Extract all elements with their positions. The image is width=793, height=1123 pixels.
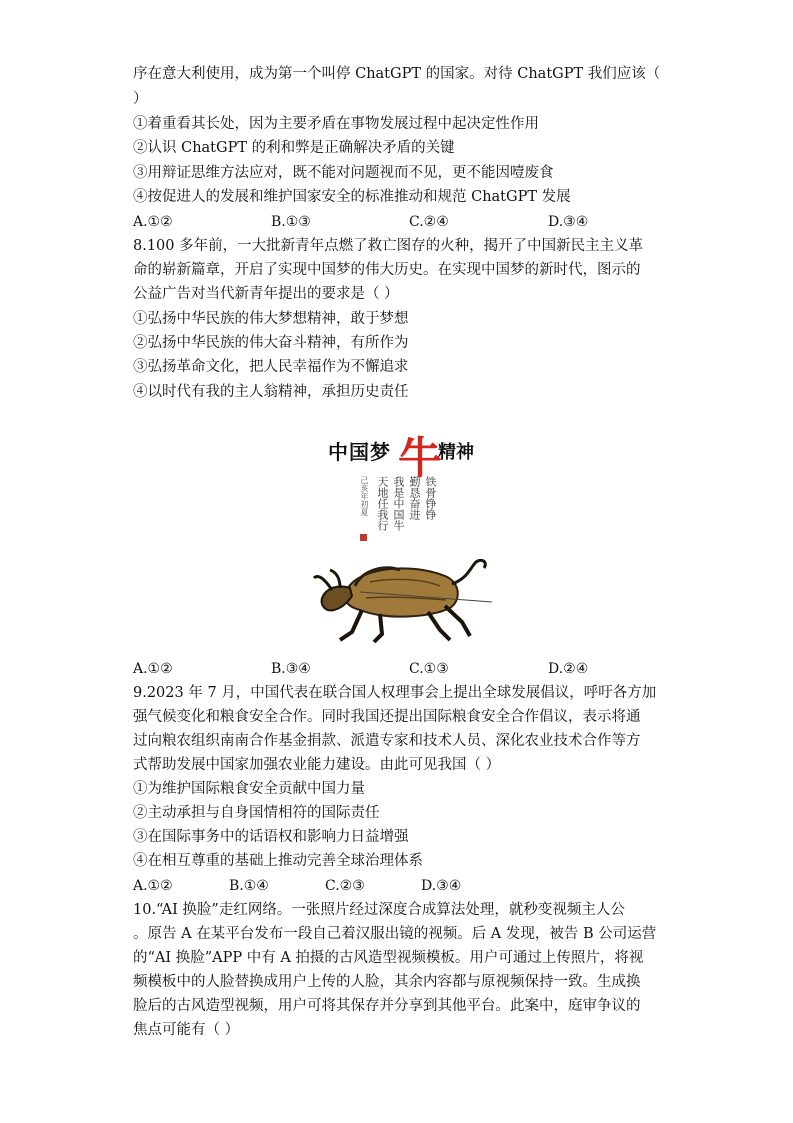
option-c: C.②③ — [325, 878, 365, 894]
calligraphy-inscription: 己亥年初夏 — [360, 476, 369, 516]
q10-stem-line: 脸后的古风造型视频，用户可将其保存并分享到其他平台。此案中，庭审争议的 — [133, 998, 641, 1014]
calligraphy-column: 勤恳奋进 — [408, 476, 421, 520]
option-c: C.①③ — [409, 661, 449, 677]
option-a: A.①② — [133, 878, 173, 894]
option-d: D.③④ — [548, 214, 589, 230]
q9-stem-line: 过向粮农组织南南合作基金捐款、派遣专家和技术人员、深化农业技术合作等方 — [133, 733, 641, 749]
q8-stem-line: 公益广告对当代新青年提出的要求是（ ） — [133, 286, 399, 302]
q7-item: ①着重看其长处，因为主要矛盾在事物发展过程中起决定性作用 — [133, 116, 539, 132]
q8-item: ②弘扬中华民族的伟大奋斗精神，有所作为 — [133, 335, 409, 351]
q10-stem-line: 。原告 A 在某平台发布一段自己着汉服出镜的视频。后 A 发现，被告 B 公司运营 — [133, 926, 657, 942]
q8-stem-line: 命的崭新篇章，开启了实现中国梦的伟大历史。在实现中国梦的新时代，图示的 — [133, 262, 641, 278]
q7-item: ②认识 ChatGPT 的利和弊是正确解决矛盾的关键 — [133, 140, 455, 156]
option-d: D.②④ — [548, 661, 589, 677]
q10-stem-line: 焦点可能有（ ） — [133, 1022, 240, 1038]
q7-stem-line: 序在意大利使用，成为第一个叫停 ChatGPT 的国家。对待 ChatGPT 我们应该（ — [133, 66, 661, 82]
q7-item: ③用辩证思维方法应对，既不能对问题视而不见，更不能因噎废食 — [133, 165, 554, 181]
poster-title-ox: 牛 — [398, 433, 442, 484]
q9-item: ④在相互尊重的基础上推动完善全球治理体系 — [133, 853, 423, 869]
q8-stem-line: 8.100 多年前，一大批新青年点燃了救亡图存的火种，揭开了中国新民主主义革 — [133, 238, 644, 254]
seal-stamp — [360, 534, 367, 541]
option-d: D.③④ — [421, 878, 462, 894]
q10-stem-line: 频模板中的人脸替换成用户上传的人脸，其余内容都与原视频保持一致。生成换 — [133, 974, 641, 990]
q9-item: ②主动承担与自身国情相符的国际责任 — [133, 805, 380, 821]
q9-stem-line: 式帮助发展中国家加强农业能力建设。由此可见我国（ ） — [133, 757, 501, 773]
q8-item: ①弘扬中华民族的伟大梦想精神，敢于梦想 — [133, 311, 409, 327]
q9-stem-line: 9.2023 年 7 月，中国代表在联合国人权理事会上提出全球发展倡议，呼吁各方加 — [133, 685, 657, 701]
calligraphy-column: 我是中国牛 — [392, 476, 405, 531]
option-a: A.①② — [133, 661, 173, 677]
poster-title — [320, 428, 490, 484]
poster-figure — [300, 428, 500, 650]
option-b: B.①③ — [271, 214, 311, 230]
q8-item: ④以时代有我的主人翁精神，承担历史责任 — [133, 384, 409, 400]
ox-illustration-icon — [300, 548, 500, 648]
q7-item: ④按促进人的发展和维护国家安全的标准推动和规范 ChatGPT 发展 — [133, 189, 571, 205]
q9-stem-line: 强气候变化和粮食安全合作。同时我国还提出国际粮食安全合作倡议，表示将通 — [133, 709, 641, 725]
q10-stem-line: 10.“AI 换脸”走红网络。一张照片经过深度合成算法处理，就秒变视频主人公 — [133, 902, 625, 918]
q10-stem-line: 的“AI 换脸”APP 中有 A 拍摄的古风造型视频模板。用户可通过上传照片，将视 — [133, 950, 644, 966]
option-b: B.③④ — [271, 661, 311, 677]
option-b: B.①④ — [229, 878, 269, 894]
option-a: A.①② — [133, 214, 173, 230]
calligraphy-column: 铁骨铮铮 — [424, 476, 437, 520]
poster-title-left: 中国梦 — [328, 440, 391, 464]
option-c: C.②④ — [409, 214, 449, 230]
q7-stem-line: ） — [133, 91, 148, 107]
poster-title-right: 精神 — [438, 442, 474, 463]
q9-item: ③在国际事务中的话语权和影响力日益增强 — [133, 829, 409, 845]
q9-item: ①为维护国际粮食安全贡献中国力量 — [133, 781, 365, 797]
q8-item: ③弘扬革命文化，把人民幸福作为不懈追求 — [133, 359, 409, 375]
calligraphy-column: 天地任我行 — [376, 476, 389, 531]
